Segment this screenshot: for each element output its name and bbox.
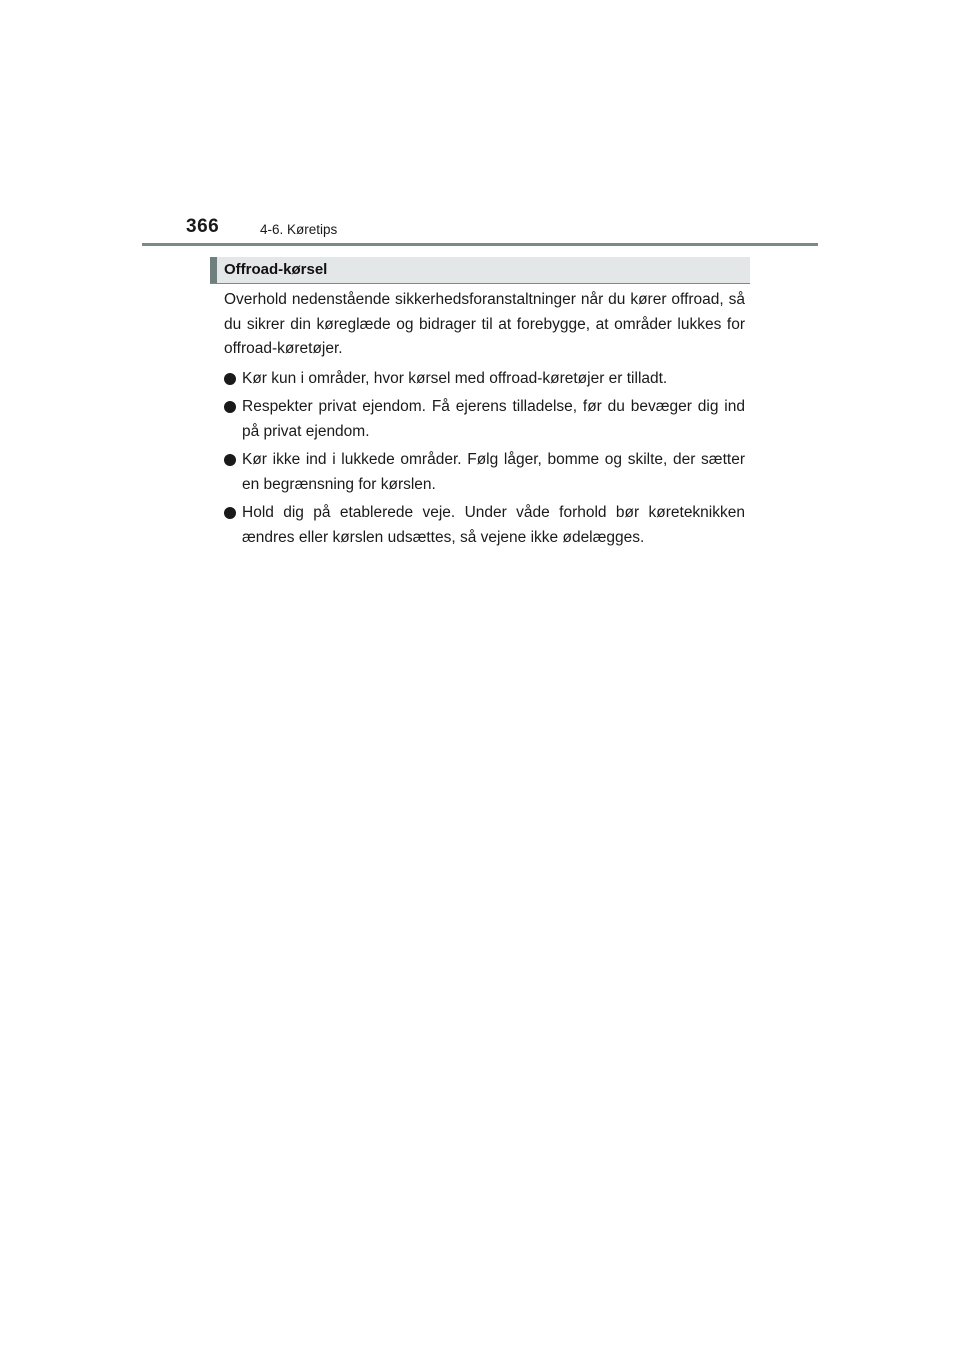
list-item-text: Kør ikke ind i lukkede områder. Følg låger, bomme og skilte, der sætter en begrænsning for kørslen. [242,451,745,493]
header-rule [142,243,818,246]
list-item-text: Kør kun i områder, hvor kørsel med offroad-køretøjer er tilladt. [242,369,668,387]
bullet-icon [224,373,236,385]
section-heading: Offroad-kørsel [224,261,328,278]
list-item-text: Respekter privat ejendom. Få ejerens tilladelse, før du bevæger dig ind på privat ejendom. [242,398,745,440]
section-heading-bar [210,257,750,284]
bullet-icon [224,401,236,413]
heading-accent [210,257,217,283]
list-item [224,395,745,444]
list-item [224,367,745,392]
bullet-icon [224,454,236,466]
list-item [224,448,745,497]
bullet-list [224,367,745,551]
section-content [224,288,745,554]
section-label: 4-6. Køretips [260,222,338,237]
bullet-icon [224,507,236,519]
intro-paragraph: Overhold nedenstående sikkerhedsforanstaltninger når du kører offroad, så du sikrer din køreglæde og bidrager til at forebygge, at områder lukkes for offroad-køretøjer. [224,291,745,357]
list-item-text: Hold dig på etablerede veje. Under våde forhold bør køreteknikken ændres eller kørslen udsættes, så vejene ikke ødelægges. [242,504,745,546]
list-item [224,501,745,550]
page-number: 366 [186,216,220,237]
